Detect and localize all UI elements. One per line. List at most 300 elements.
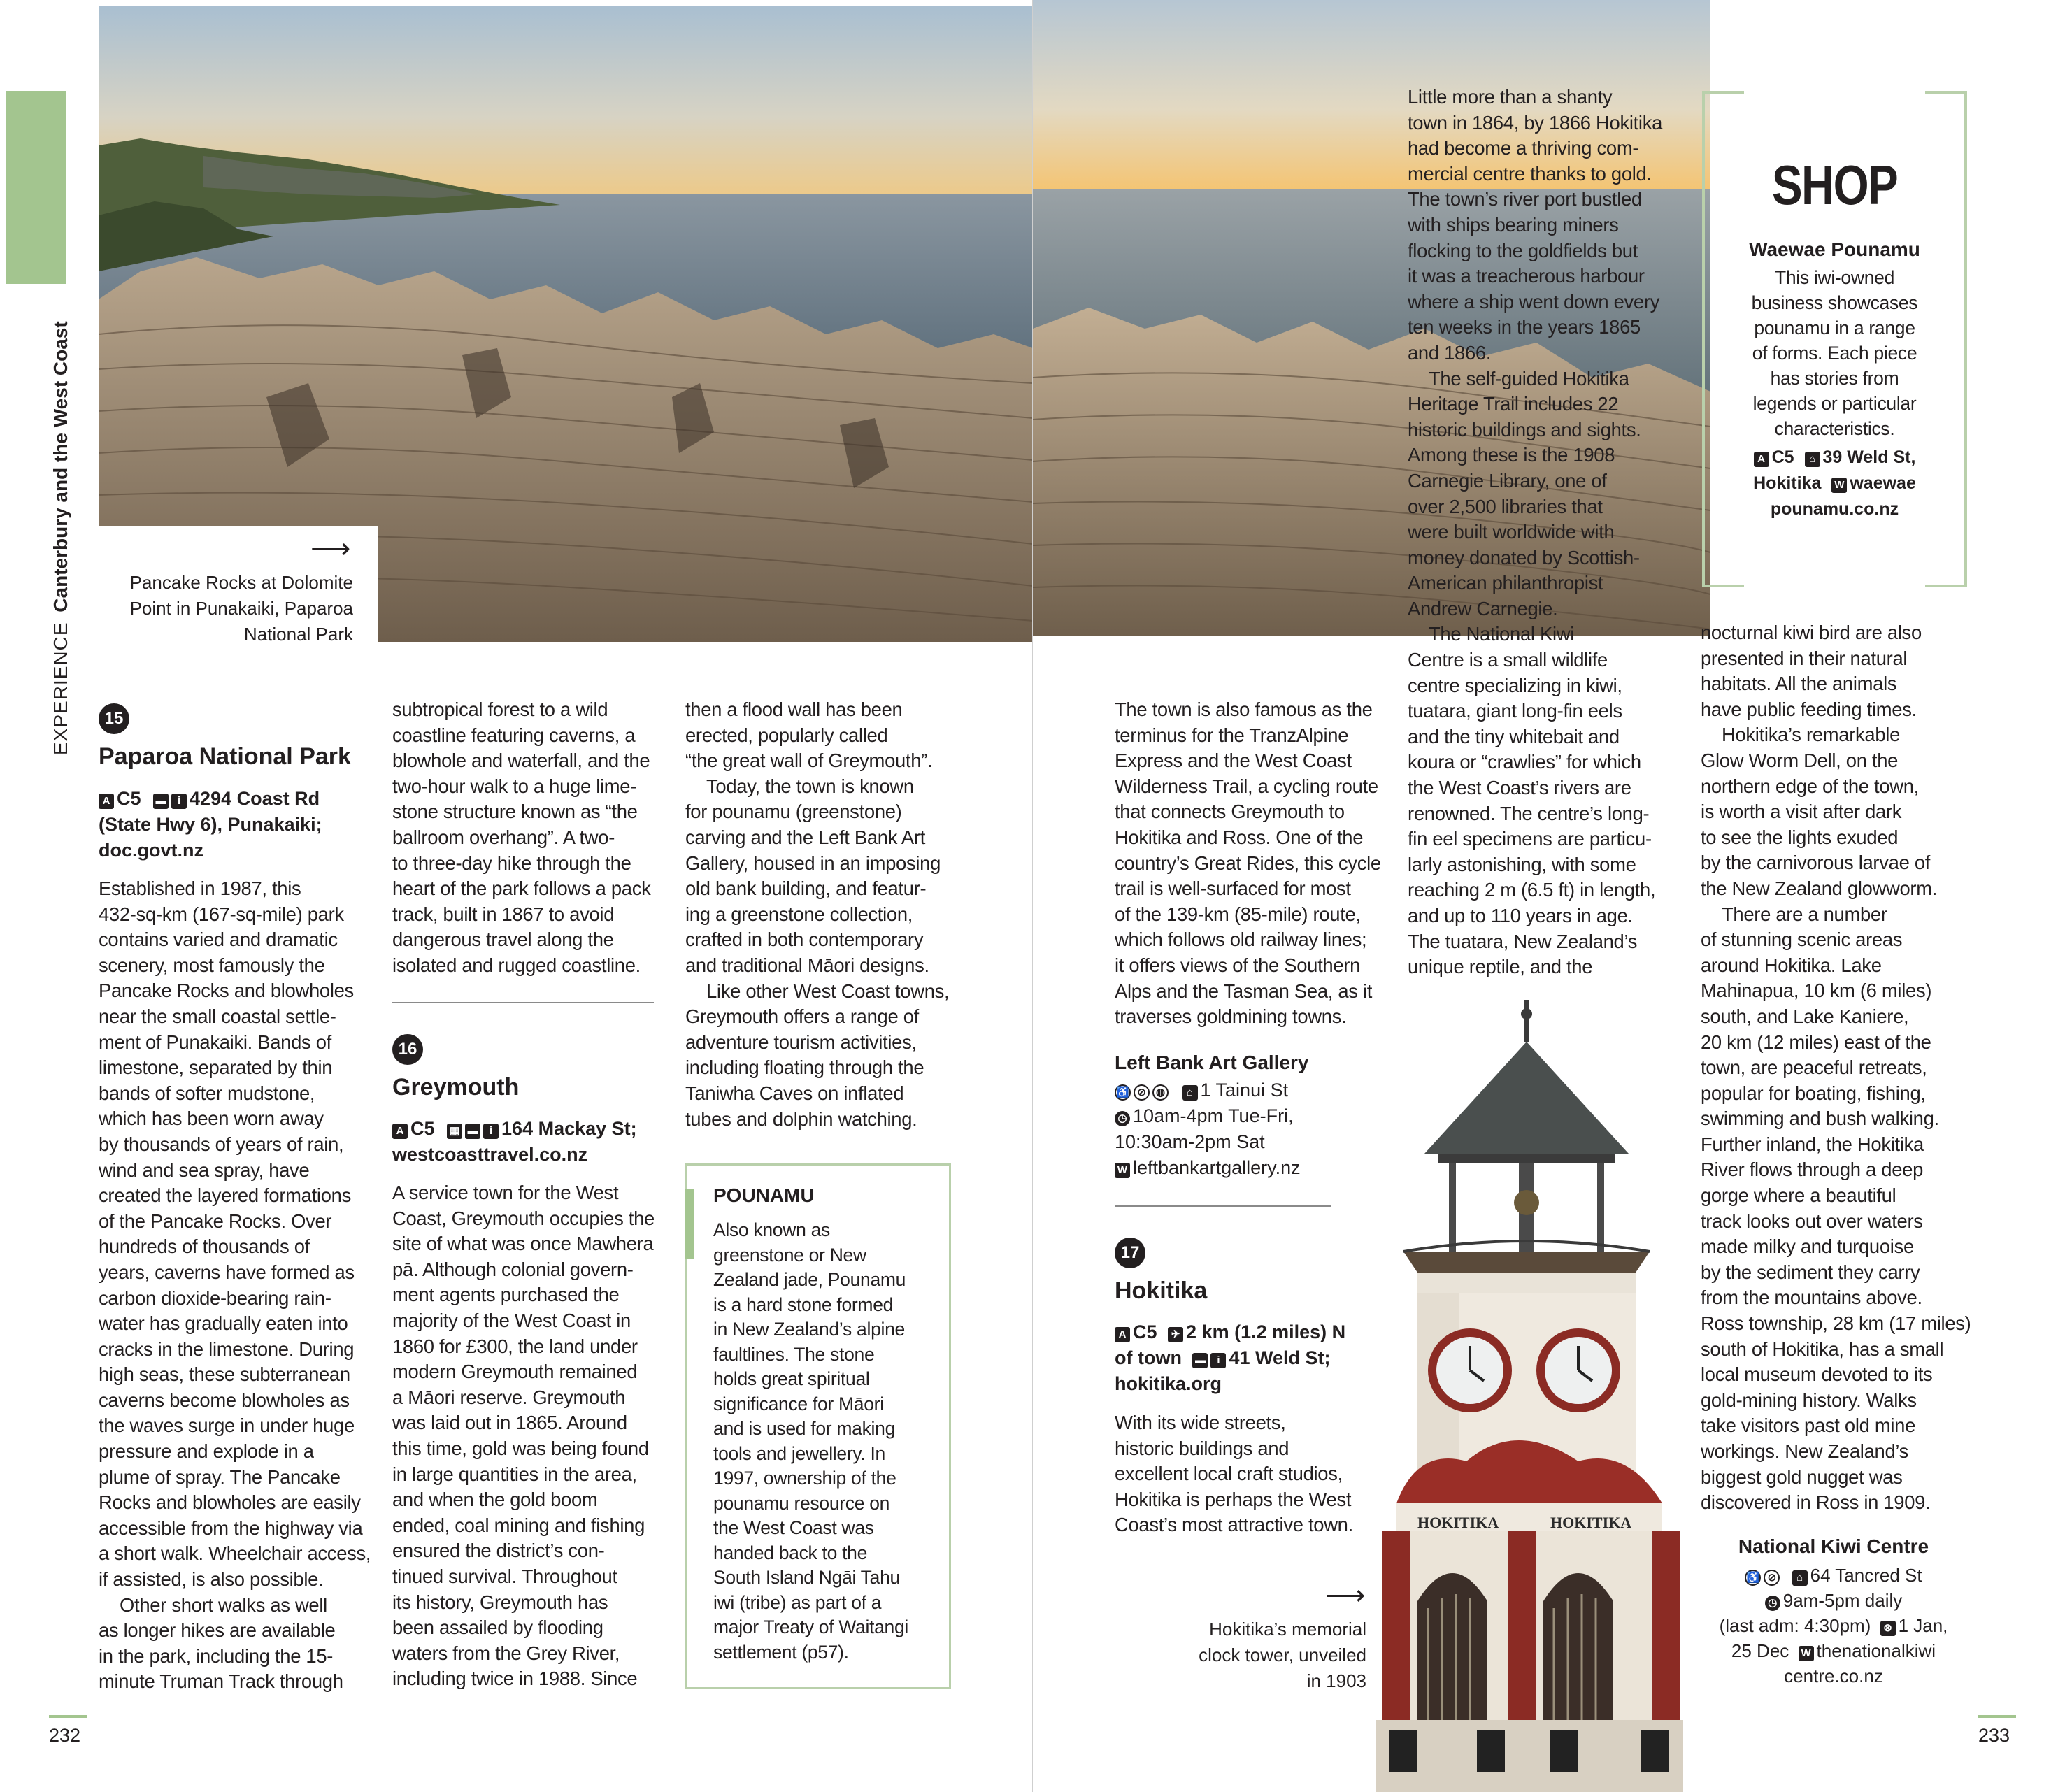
text-line: Mahinapua, 10 km (6 miles): [1701, 980, 1932, 1002]
text-line: Ross township, 28 km (17 miles): [1701, 1312, 1971, 1335]
text-line: plume of spray. The Pancake: [99, 1465, 341, 1488]
greymouth-body-right-col1: [1115, 697, 1394, 1030]
clock-icon: ◷: [1115, 1111, 1130, 1126]
divider-17: [1115, 1205, 1331, 1207]
text-line: Taniwha Caves on inflated: [685, 1082, 904, 1104]
text-line: There are a number: [1722, 903, 1887, 925]
left-bank-hours2: 10:30am-2pm Sat: [1115, 1131, 1265, 1152]
text-line: coastline featuring caverns, a: [392, 724, 636, 746]
text-line: this time, gold was being found: [392, 1437, 649, 1459]
text-line: ended, coal mining and fishing: [392, 1514, 645, 1536]
text-line: terminus for the TranzAlpine: [1115, 724, 1349, 746]
text-line: Coast’s most attractive town.: [1115, 1514, 1353, 1536]
text-line: Heritage Trail includes 22: [1408, 393, 1619, 415]
text-line: trail is well-surfaced for most: [1115, 877, 1351, 900]
text-line: Gallery, housed in an imposing: [685, 852, 941, 874]
text-line: habitats. All the animals: [1701, 673, 1897, 695]
text-line: near the small coastal settle-: [99, 1005, 336, 1027]
map-icon: A: [1115, 1327, 1130, 1342]
text-line: by thousands of years of rain,: [99, 1133, 344, 1155]
greymouth-para-col3b: [685, 774, 972, 979]
shop-town: Hokitika: [1753, 473, 1822, 493]
text-line: tuatara, giant long-fin eels: [1408, 700, 1622, 722]
text-line: a Māori reserve. Greymouth: [392, 1386, 626, 1408]
paparoa-para1: [99, 876, 378, 1593]
text-line: Carnegie Library, one of: [1408, 469, 1607, 492]
left-bank-title: Left Bank Art Gallery: [1115, 1052, 1309, 1073]
text-line: Wilderness Trail, a cycling route: [1115, 775, 1378, 797]
text-line: nocturnal kiwi bird are also: [1701, 622, 1922, 643]
shop-map-ref: C5: [1771, 447, 1794, 467]
text-line: fin eel specimens are particu-: [1408, 828, 1652, 850]
arrow-right-icon-2: ⟶: [1325, 1580, 1366, 1611]
text-line: northern edge of the town,: [1701, 775, 1919, 797]
left-bank-hours1: 10am-4pm Tue-Fri,: [1133, 1105, 1294, 1126]
bus-icon: ▬: [1192, 1353, 1208, 1368]
address-hokitika: 41 Weld St;: [1229, 1347, 1331, 1368]
text-line: years, caverns have formed as: [99, 1261, 355, 1283]
shop-info: [1705, 445, 1964, 522]
text-line: a short walk. Wheelchair access,: [99, 1542, 371, 1565]
text-line: track, built in 1867 to avoid: [392, 903, 615, 925]
clock-tower-photo: [1376, 1000, 1683, 1792]
hokitika-col3-para3: [1701, 902, 1987, 1516]
kiwi-centre-title: National Kiwi Centre: [1738, 1535, 1929, 1557]
text-line: two-hour walk to a huge lime-: [392, 775, 637, 797]
kiwi-closed: 1 Jan,: [1898, 1615, 1948, 1636]
text-line: subtropical forest to a wild: [392, 698, 608, 720]
kiwi-centre-info: [1701, 1563, 1966, 1689]
text-line: renowned. The centre’s long-: [1408, 802, 1650, 824]
text-line: “the great wall of Greymouth”.: [685, 750, 933, 772]
text-line: greenstone or New: [713, 1244, 866, 1266]
page-number-233: 233: [1978, 1725, 2010, 1746]
text-line: The National Kiwi: [1429, 623, 1575, 645]
photo-caption: Pancake Rocks at Dolomite Point in Punakaiki, Paparoa National Park: [129, 572, 353, 645]
text-line: limestone, separated by thin: [99, 1056, 333, 1079]
shop-box-top-l: [1702, 91, 1744, 94]
text-line: waters from the Grey River,: [392, 1642, 620, 1664]
text-line: tinued survival. Throughout: [392, 1565, 617, 1587]
text-line: is worth a visit after dark: [1701, 801, 1902, 823]
text-line: blowhole and waterfall, and the: [392, 750, 650, 772]
paparoa-para2: [99, 1593, 378, 1695]
text-line: modern Greymouth remained: [392, 1361, 638, 1383]
text-line: Also known as: [713, 1219, 830, 1240]
shop-box-top-r: [1925, 91, 1967, 94]
shop-web-2[interactable]: pounamu.co.nz: [1770, 499, 1899, 519]
paparoa-body-col2: [392, 697, 672, 979]
hokitika-col3-para2: [1701, 722, 1987, 901]
text-line: hundreds of thousands of: [99, 1235, 310, 1258]
address-icon: ⌂: [1182, 1085, 1198, 1101]
text-line: traverses goldmining towns.: [1115, 1005, 1347, 1028]
text-line: from the mountains above.: [1701, 1286, 1922, 1309]
text-line: was laid out in 1865. Around: [392, 1412, 627, 1434]
kiwi-hours: 9am-5pm daily: [1782, 1590, 1903, 1611]
text-line: caverns become blowholes as: [99, 1389, 350, 1411]
text-line: excellent local craft studios,: [1115, 1463, 1343, 1485]
map-ref: C5: [410, 1118, 435, 1139]
text-line: Hokitika’s remarkable: [1722, 724, 1901, 746]
text-line: presented in their natural: [1701, 647, 1908, 669]
text-line: larly astonishing, with some: [1408, 853, 1636, 875]
airport-distance-2: of town: [1115, 1347, 1182, 1368]
text-line: River flows through a deep: [1701, 1159, 1924, 1181]
info-icon: i: [171, 794, 187, 809]
website-paparoa[interactable]: doc.govt.nz: [99, 840, 203, 861]
section-running-head: [49, 321, 73, 755]
shop-description: [1705, 265, 1964, 441]
map-ref: C5: [117, 788, 141, 809]
text-line: for pounamu (greenstone): [685, 801, 902, 823]
text-line: and up to 110 years in age.: [1408, 905, 1633, 926]
text-line: ten weeks in the years 1865: [1408, 316, 1641, 338]
text-line: iwi (tribe) as part of a: [713, 1591, 882, 1613]
clock-sign-right: HOKITIKA: [1550, 1514, 1632, 1531]
text-line: minute Truman Track through: [99, 1670, 343, 1693]
text-line: town in 1864, by 1866 Hokitika: [1408, 111, 1663, 134]
text-line: that connects Greymouth to: [1115, 801, 1345, 823]
text-line: wind and sea spray, have: [99, 1159, 310, 1181]
shop-web[interactable]: waewae: [1850, 473, 1916, 493]
clock-sign-left: HOKITIKA: [1417, 1514, 1499, 1531]
address-line1: 4294 Coast Rd: [190, 788, 320, 809]
text-line: 432-sq-km (167-sq-mile) park: [99, 903, 344, 925]
pounamu-accent-bar: [685, 1189, 694, 1259]
hokitika-body-col3: [1701, 620, 1987, 1516]
text-line: Among these is the 1908: [1408, 444, 1615, 466]
address-icon: ⌂: [1792, 1570, 1808, 1586]
text-line: cracks in the limestone. During: [99, 1338, 355, 1360]
text-line: 1860 for £300, the land under: [392, 1335, 638, 1357]
text-line: Established in 1987, this: [99, 877, 301, 899]
text-line: significance for Māori: [713, 1393, 884, 1414]
text-line: has stories from: [1770, 368, 1899, 389]
bus-icon: ▬: [153, 794, 169, 809]
text-line: A service town for the West: [392, 1182, 619, 1203]
text-line: over 2,500 libraries that: [1408, 495, 1603, 517]
text-line: South Island Ngāi Tahu: [713, 1567, 900, 1588]
text-line: which follows old railway lines;: [1115, 929, 1367, 951]
text-line: the waves surge in under huge: [99, 1414, 355, 1437]
text-line: flocking to the goldfields but: [1408, 239, 1638, 261]
text-line: Rocks and blowholes are easily: [99, 1491, 361, 1514]
shop-box-bot-l: [1702, 585, 1744, 587]
text-line: in the park, including the 15-: [99, 1644, 334, 1667]
text-line: around Hokitika. Lake: [1701, 954, 1882, 976]
text-line: take visitors past old mine: [1701, 1414, 1916, 1437]
text-line: legends or particular: [1752, 393, 1917, 414]
kiwi-address: 64 Tancred St: [1810, 1565, 1922, 1586]
address-line2: (State Hwy 6), Punakaiki;: [99, 814, 322, 835]
text-line: and 1866.: [1408, 341, 1492, 364]
text-line: tubes and dolphin watching.: [685, 1108, 917, 1130]
shop-heading: SHOP: [1771, 154, 1898, 216]
greymouth-para-col3a: [685, 697, 972, 774]
text-line: high seas, these subterranean: [99, 1363, 350, 1386]
web-icon: W: [1831, 478, 1847, 493]
text-line: tools and jewellery. In: [713, 1442, 885, 1464]
wheelchair-icon: ♿: [1745, 1570, 1761, 1586]
kiwi-web[interactable]: thenationalkiwi: [1816, 1640, 1936, 1661]
nophoto-icon: ⊘: [1764, 1570, 1780, 1586]
text-line: to see the lights exuded: [1701, 826, 1899, 848]
clock-tower-illustration: [1376, 1000, 1683, 1792]
text-line: business showcases: [1751, 292, 1918, 313]
info-icon: i: [1210, 1353, 1226, 1368]
text-line: and when the gold boom: [392, 1489, 598, 1511]
text-line: local museum devoted to its: [1701, 1363, 1933, 1386]
text-line: contains varied and dramatic: [99, 929, 338, 951]
text-line: Hokitika and Ross. One of the: [1115, 826, 1364, 848]
text-line: accessible from the highway via: [99, 1517, 363, 1539]
address-greymouth: 164 Mackay St;: [501, 1118, 637, 1139]
text-line: in New Zealand’s alpine: [713, 1319, 905, 1340]
text-line: carving and the Left Bank Art: [685, 826, 926, 848]
text-line: Alps and the Tasman Sea, as it: [1115, 980, 1373, 1002]
text-line: scenery, most famously the: [99, 954, 325, 976]
text-line: had become a thriving com-: [1408, 137, 1639, 159]
map-icon: A: [392, 1124, 408, 1139]
text-line: biggest gold nugget was: [1701, 1465, 1903, 1488]
text-line: heart of the park follows a pack: [392, 877, 651, 900]
text-line: town, are peaceful retreats,: [1701, 1056, 1927, 1079]
text-line: Like other West Coast towns,: [706, 980, 950, 1002]
text-line: pā. Although colonial govern-: [392, 1258, 634, 1280]
text-line: faultlines. The stone: [713, 1343, 875, 1365]
text-line: pressure and explode in a: [99, 1440, 314, 1463]
text-line: south, and Lake Kaniere,: [1701, 1005, 1909, 1027]
text-line: of forms. Each piece: [1752, 343, 1917, 364]
website-hokitika[interactable]: hokitika.org: [1115, 1373, 1222, 1394]
text-line: discovered in Ross in 1909.: [1701, 1491, 1931, 1514]
shop-box-bot-r: [1925, 585, 1967, 587]
text-line: isolated and rugged coastline.: [392, 954, 641, 976]
entry-info-greymouth: [392, 1116, 672, 1168]
right-page: [1033, 0, 2065, 1792]
text-line: dangerous travel along the: [392, 929, 614, 951]
left-bank-info: [1115, 1077, 1394, 1181]
map-icon: A: [1754, 452, 1769, 467]
text-line: and is used for making: [713, 1418, 896, 1439]
text-line: 1997, ownership of the: [713, 1468, 896, 1489]
text-line: it was a treacherous harbour: [1408, 265, 1645, 287]
map-icon: A: [99, 794, 114, 809]
text-line: have public feeding times.: [1701, 698, 1917, 720]
text-line: The self-guided Hokitika: [1429, 367, 1629, 389]
section-tab: [6, 91, 66, 284]
greymouth-body-col2: [392, 1180, 672, 1692]
text-line: swimming and bush walking.: [1701, 1108, 1939, 1130]
text-line: its history, Greymouth has: [392, 1591, 608, 1613]
text-line: been assailed by flooding: [392, 1617, 603, 1639]
text-line: with ships bearing miners: [1408, 213, 1619, 236]
text-line: and traditional Māori designs.: [685, 954, 929, 976]
paparoa-body-col1: [99, 876, 378, 1695]
text-line: including floating through the: [685, 1056, 924, 1079]
shop-address: 39 Weld St,: [1822, 447, 1916, 467]
text-line: old bank building, and featur-: [685, 877, 927, 900]
closed-icon: ⊗: [1880, 1621, 1896, 1636]
text-line: The tuatara, New Zealand’s: [1408, 930, 1638, 952]
text-line: majority of the West Coast in: [392, 1309, 631, 1331]
text-line: centre specializing in kiwi,: [1408, 674, 1622, 696]
text-line: gold-mining history. Walks: [1701, 1389, 1917, 1411]
entry-number-16: 16: [392, 1034, 423, 1065]
wheelchair-icon: ♿: [1115, 1084, 1131, 1101]
text-line: to three-day hike through the: [392, 852, 631, 874]
text-line: popular for boating, fishing,: [1701, 1082, 1926, 1104]
text-line: where a ship went down every: [1408, 290, 1660, 313]
text-line: country’s Great Rides, this cycle: [1115, 852, 1381, 874]
shop-box-right-rule: [1964, 91, 1967, 587]
web-icon: W: [1799, 1646, 1814, 1661]
text-line: handed back to the: [713, 1542, 868, 1563]
text-line: Further inland, the Hokitika: [1701, 1133, 1924, 1155]
pounamu-body: [713, 1218, 944, 1665]
text-line: holds great spiritual: [713, 1368, 870, 1389]
text-line: workings. New Zealand’s: [1701, 1440, 1909, 1462]
text-line: money donated by Scottish-: [1408, 546, 1640, 568]
text-line: in large quantities in the area,: [392, 1463, 637, 1485]
website-greymouth[interactable]: westcoasttravel.co.nz: [392, 1144, 588, 1165]
text-line: Little more than a shanty: [1408, 86, 1613, 108]
hokitika-para2: [1408, 366, 1687, 622]
text-line: pounamu in a range: [1754, 317, 1915, 338]
text-line: Hokitika is perhaps the West: [1115, 1488, 1352, 1510]
plane-icon: ✈: [1168, 1327, 1183, 1342]
map-ref: C5: [1133, 1321, 1157, 1342]
kiwi-web-2[interactable]: centre.co.nz: [1784, 1665, 1883, 1686]
text-line: made milky and turquoise: [1701, 1235, 1914, 1258]
text-line: 20 km (12 miles) east of the: [1701, 1031, 1931, 1053]
hokitika-para1: [1408, 85, 1687, 366]
text-line: of the Pancake Rocks. Over: [99, 1210, 332, 1232]
entry-title-paparoa: Paparoa National Park: [99, 743, 351, 770]
text-line: characteristics.: [1774, 418, 1895, 439]
text-line: The town is also famous as the: [1115, 698, 1373, 720]
text-line: Glow Worm Dell, on the: [1701, 749, 1899, 771]
text-line: This iwi-owned: [1774, 267, 1895, 288]
text-line: south of Hokitika, has a small: [1701, 1338, 1944, 1360]
divider-16: [392, 1002, 654, 1003]
text-line: then a flood wall has been: [685, 698, 903, 720]
text-line: The town’s river port bustled: [1408, 188, 1642, 210]
text-line: historic buildings and sights.: [1408, 418, 1641, 440]
page-number-233-rule: [1978, 1715, 2016, 1718]
text-line: by the carnivorous larvae of: [1701, 852, 1931, 874]
text-line: Other short walks as well: [120, 1593, 327, 1616]
text-line: the West Coast was: [713, 1517, 874, 1538]
text-line: Express and the West Coast: [1115, 750, 1352, 772]
pounamu-title: POUNAMU: [713, 1184, 815, 1206]
text-line: ment agents purchased the: [392, 1284, 620, 1306]
left-bank-web[interactable]: leftbankartgallery.nz: [1133, 1157, 1301, 1178]
address-icon: ⌂: [1805, 452, 1820, 467]
kiwi-hours-2: (last adm: 4:30pm): [1719, 1615, 1871, 1636]
greymouth-body-col3: [685, 697, 972, 1132]
text-line: of stunning scenic areas: [1701, 929, 1903, 951]
info-icon: i: [483, 1124, 499, 1139]
text-line: Zealand jade, Pounamu: [713, 1269, 906, 1290]
text-line: mercial centre thanks to gold.: [1408, 162, 1652, 185]
airport-distance: 2 km (1.2 miles) N: [1186, 1321, 1346, 1342]
text-line: American philanthropist: [1408, 572, 1603, 594]
text-line: including twice in 1988. Since: [392, 1668, 638, 1690]
text-line: by the sediment they carry: [1701, 1261, 1920, 1283]
text-line: the New Zealand glowworm.: [1701, 877, 1938, 899]
text-line: track looks out over waters: [1701, 1210, 1923, 1232]
text-line: Today, the town is known: [706, 775, 914, 797]
text-line: unique reptile, and the: [1408, 956, 1593, 978]
text-line: carbon dioxide-bearing rain-: [99, 1286, 331, 1309]
entry-number-15: 15: [99, 703, 129, 734]
text-line: gorge where a beautiful: [1701, 1184, 1896, 1207]
train-icon: ▦: [447, 1124, 462, 1139]
text-line: site of what was once Mawhera: [392, 1233, 654, 1255]
text-line: Coast, Greymouth occupies the: [392, 1207, 655, 1229]
hokitika-para3: [1408, 622, 1687, 980]
nophoto-icon: ⊘: [1134, 1084, 1150, 1101]
text-line: the West Coast’s rivers are: [1408, 777, 1631, 799]
text-line: is a hard stone formed: [713, 1293, 894, 1315]
hokitika-body-col1: [1115, 1410, 1394, 1538]
text-line: crafted in both contemporary: [685, 929, 924, 951]
text-line: pounamu resource on: [713, 1492, 890, 1514]
text-line: created the layered formations: [99, 1184, 351, 1207]
region-label: Canterbury and the West Coast: [50, 321, 71, 612]
text-line: and the tiny whitebait and: [1408, 725, 1620, 747]
text-line: bands of softer mudstone,: [99, 1082, 315, 1104]
entry-number-17: 17: [1115, 1238, 1145, 1268]
bus-icon: ▬: [465, 1124, 480, 1139]
text-line: Centre is a small wildlife: [1408, 649, 1608, 671]
text-line: Greymouth offers a range of: [685, 1005, 919, 1028]
shop-icon: ◍: [1152, 1084, 1169, 1101]
text-line: ment of Punakaiki. Bands of: [99, 1031, 331, 1053]
text-line: erected, popularly called: [685, 724, 888, 746]
text-line: ing a greenstone collection,: [685, 903, 913, 925]
text-line: stone structure known as “the: [392, 801, 638, 823]
text-line: With its wide streets,: [1115, 1412, 1286, 1433]
text-line: Pancake Rocks and blowholes: [99, 980, 354, 1002]
web-icon: W: [1115, 1163, 1130, 1178]
entry-title-hokitika: Hokitika: [1115, 1277, 1208, 1304]
hokitika-col3-para1: [1701, 620, 1987, 722]
clock-caption: Hokitika’s memorial clock tower, unveiled in 1903: [1199, 1619, 1366, 1691]
text-line: settlement (p57).: [713, 1641, 849, 1663]
clock-icon: ◷: [1765, 1596, 1780, 1611]
page-number-232: 232: [49, 1725, 81, 1746]
text-line: major Treaty of Waitangi: [713, 1617, 909, 1637]
text-line: adventure tourism activities,: [685, 1031, 917, 1053]
text-line: ensured the district’s con-: [392, 1540, 605, 1562]
text-line: historic buildings and: [1115, 1437, 1289, 1459]
text-line: as longer hikes are available: [99, 1619, 336, 1642]
text-line: ballroom overhang”. A two-: [392, 826, 615, 848]
text-line: Andrew Carnegie.: [1408, 597, 1558, 619]
greymouth-para-col3c: [685, 979, 972, 1133]
text-line: reaching 2 m (6.5 ft) in length,: [1408, 879, 1656, 901]
shop-name: Waewae Pounamu: [1749, 238, 1920, 260]
text-line: koura or “crawlies” for which: [1408, 751, 1641, 773]
text-line: water has gradually eaten into: [99, 1312, 348, 1335]
kiwi-closed-2: 25 Dec: [1731, 1640, 1789, 1661]
entry-info-paparoa: [99, 786, 378, 863]
text-line: if assisted, is also possible.: [99, 1568, 324, 1591]
text-line: which has been worn away: [99, 1108, 324, 1130]
